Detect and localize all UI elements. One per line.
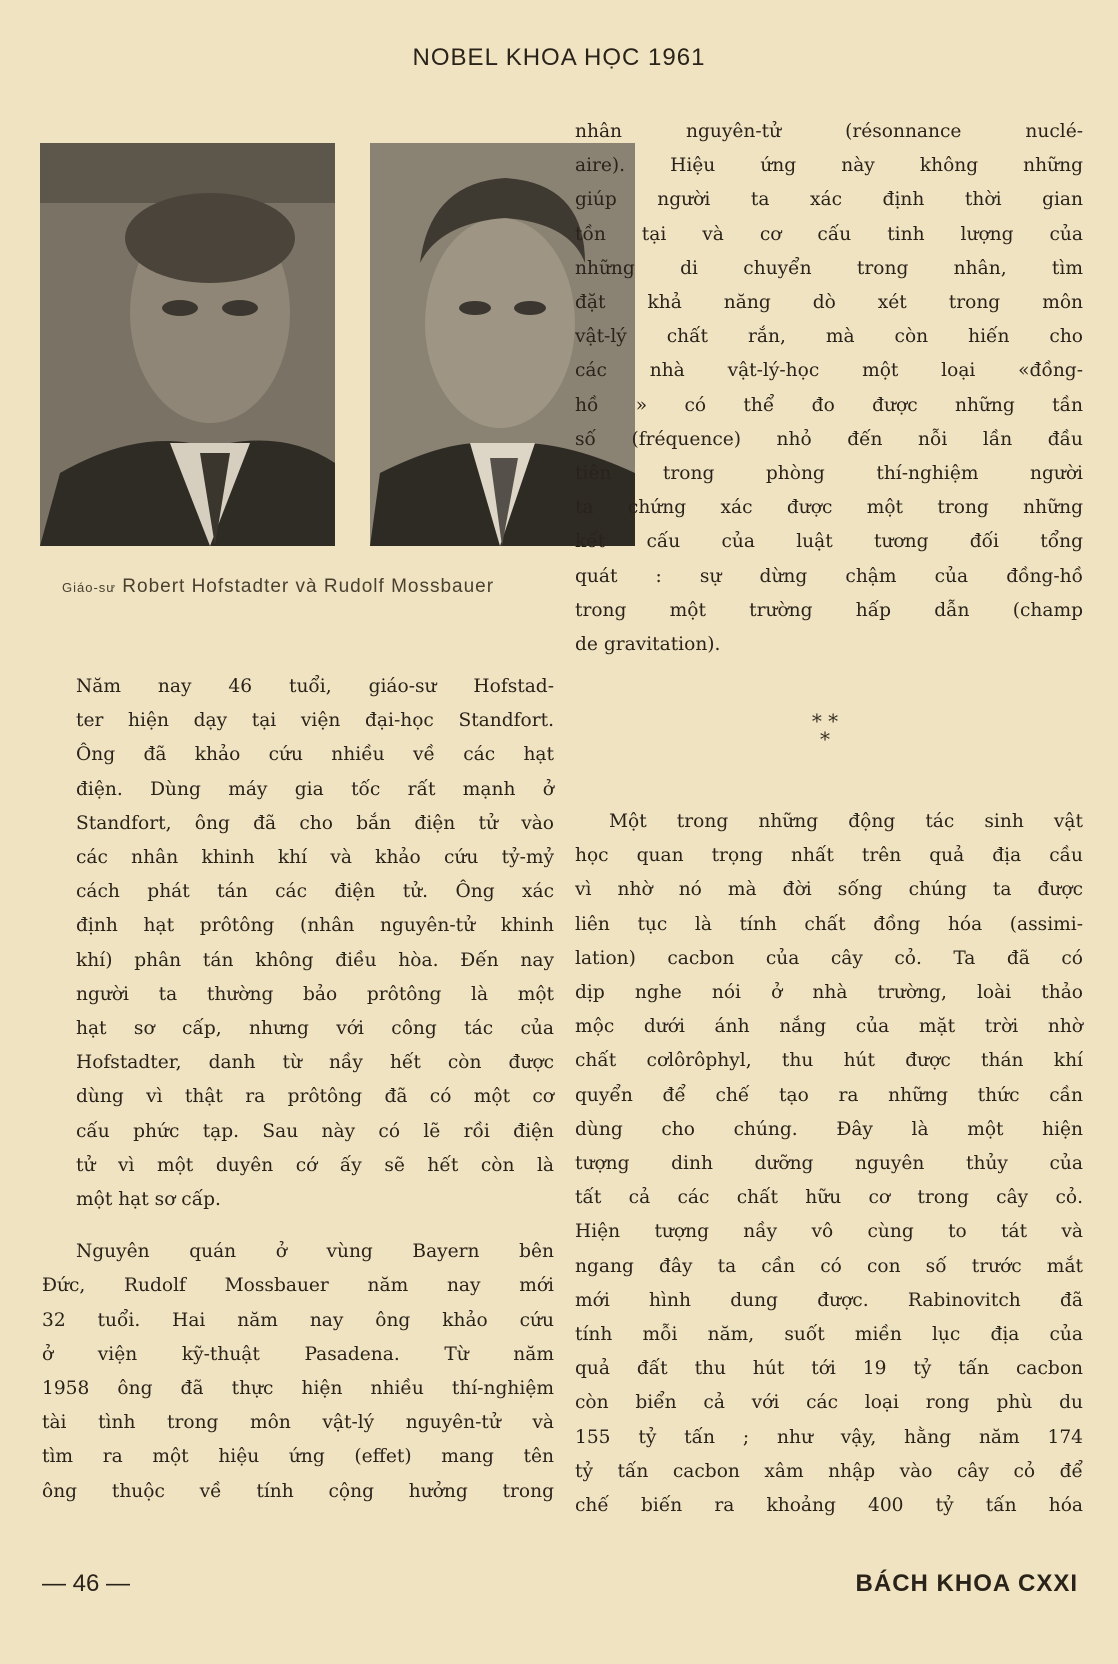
text-line: Năm nay 46 tuổi, giáo-sư Hofstad- bbox=[76, 676, 554, 697]
text-line: ter hiện dạy tại viện đại-học Standfort. bbox=[76, 710, 554, 732]
text-line: nhân nguyên-tử (résonnance nuclé- bbox=[575, 121, 1083, 142]
text-line: hạt sơ cấp, nhưng với công tác của bbox=[76, 1018, 554, 1040]
text-line: quát : sự dừng chậm của đồng-hồ bbox=[575, 565, 1083, 587]
text-line: các nhà vật-lý-học một loại «đồng- bbox=[575, 360, 1083, 382]
text-line: cách phát tán các điện tử. Ông xác bbox=[76, 881, 554, 903]
text-line: quả đất thu hút tới 19 tỷ tấn cacbon bbox=[575, 1358, 1083, 1380]
text-line: de gravitation). bbox=[575, 634, 721, 656]
separator-asterisk-bottom: * bbox=[820, 727, 830, 751]
text-line: hồ » có thể đo được những tần bbox=[575, 394, 1083, 416]
text-line: tiên trong phòng thí-nghiệm người bbox=[575, 463, 1083, 485]
magazine-issue: BÁCH KHOA CXXI bbox=[855, 1570, 1078, 1597]
text-line: Hiện tượng nầy vô cùng to tát và bbox=[575, 1221, 1083, 1243]
text-line: Hofstadter, danh từ nầy hết còn được bbox=[76, 1052, 554, 1074]
text-line: liên tục là tính chất đồng hóa (assimi- bbox=[575, 913, 1083, 935]
section-separator bbox=[800, 709, 850, 751]
right-column-top bbox=[575, 115, 1083, 662]
text-line: ở viện kỹ-thuật Pasadena. Từ năm bbox=[42, 1343, 554, 1365]
text-line: số (fréquence) nhỏ đến nỗi lần đầu bbox=[575, 428, 1083, 450]
text-line: dùng cho chúng. Đây là một hiện bbox=[575, 1118, 1083, 1140]
text-line: tử vì một duyên cớ ấy sẽ hết còn là bbox=[76, 1154, 554, 1176]
text-line: cấu phức tạp. Sau này có lẽ rồi điện bbox=[76, 1120, 554, 1142]
text-line: Một trong những động tác sinh vật bbox=[609, 811, 1083, 832]
paragraph-hofstadter bbox=[42, 670, 554, 1217]
text-line: lation) cacbon của cây cỏ. Ta đã có bbox=[575, 947, 1083, 969]
text-line: tồn tại và cơ cấu tinh lượng của bbox=[575, 223, 1083, 245]
text-line: dùng vì thật ra prôtông đã có một cơ bbox=[76, 1086, 554, 1108]
text-line: tài tình trong môn vật-lý nguyên-tử và bbox=[42, 1412, 554, 1434]
paragraph-resonance bbox=[575, 115, 1083, 662]
running-title: NOBEL KHOA HỌC 1961 bbox=[412, 44, 706, 71]
portrait-hofstadter bbox=[40, 143, 335, 546]
text-line: tỷ tấn cacbon xâm nhập vào cây cỏ để bbox=[575, 1460, 1083, 1482]
text-line: học quan trọng nhất trên quả địa cầu bbox=[575, 845, 1083, 867]
text-line: dịp nghe nói ở nhà trường, loài thảo bbox=[575, 982, 1083, 1004]
text-line: ngang đây ta cần có con số trước mắt bbox=[575, 1255, 1083, 1277]
text-line: tìm ra một hiệu ứng (effet) mang tên bbox=[42, 1446, 554, 1468]
paragraph-mossbauer bbox=[42, 1235, 554, 1509]
text-line: vật-lý chất rắn, mà còn hiến cho bbox=[575, 326, 1083, 348]
caption-prefix: Giáo-sư bbox=[62, 580, 116, 595]
left-column bbox=[42, 670, 554, 1509]
text-line: 155 tỷ tấn ; như vậy, hằng năm 174 bbox=[575, 1426, 1083, 1448]
text-line: aire). Hiệu ứng này không những bbox=[575, 155, 1083, 177]
text-line: trong một trường hấp dẫn (champ bbox=[575, 599, 1083, 621]
text-line: tượng dinh dưỡng nguyên thủy của bbox=[575, 1153, 1083, 1175]
text-line: những di chuyển trong nhân, tìm bbox=[575, 257, 1083, 279]
text-line: chế biến ra khoảng 400 tỷ tấn hóa bbox=[575, 1495, 1083, 1517]
text-line: giúp người ta xác định thời gian bbox=[575, 189, 1083, 211]
text-line: kết cấu của luật tương đối tổng bbox=[575, 531, 1083, 553]
text-line: định hạt prôtông (nhân nguyên-tử khinh bbox=[76, 915, 554, 937]
text-line: các nhân khinh khí và khảo cứu tỷ-mỷ bbox=[76, 847, 554, 869]
page-number: — 46 — bbox=[42, 1570, 131, 1597]
text-line: quyển để chế tạo ra những thức cần bbox=[575, 1084, 1083, 1106]
text-line: điện. Dùng máy gia tốc rất mạnh ở bbox=[76, 778, 554, 800]
text-line: tính mỗi năm, suốt miền lục địa của bbox=[575, 1324, 1083, 1346]
right-column-bottom bbox=[575, 805, 1083, 1523]
text-line: vì nhờ nó mà đời sống chúng ta được bbox=[575, 879, 1083, 901]
text-line: một hạt sơ cấp. bbox=[76, 1189, 221, 1211]
text-line: 1958 ông đã thực hiện nhiều thí-nghiệm bbox=[42, 1378, 554, 1400]
separator-asterisks-top: * * bbox=[811, 709, 839, 733]
text-line: mộc dưới ánh nắng của mặt trời nhờ bbox=[575, 1016, 1083, 1038]
text-line: Standfort, ông đã cho bắn điện tử vào bbox=[76, 812, 554, 834]
text-line: chất cơlôrôphyl, thu hút được thán khí bbox=[575, 1050, 1083, 1072]
text-line: còn biển cả với các loại rong phù du bbox=[575, 1392, 1083, 1414]
text-line: ta chứng xác được một trong những bbox=[575, 497, 1083, 519]
text-line: tất cả các chất hữu cơ trong cây cỏ. bbox=[575, 1187, 1083, 1209]
text-line: ông thuộc về tính cộng hưởng trong bbox=[42, 1480, 554, 1502]
text-line: mới hình dung được. Rabinovitch đã bbox=[575, 1289, 1083, 1311]
paragraph-assimilation bbox=[575, 805, 1083, 1523]
text-line: đặt khả năng dò xét trong môn bbox=[575, 292, 1083, 314]
text-line: người ta thường bảo prôtông là một bbox=[76, 983, 554, 1005]
text-line: Nguyên quán ở vùng Bayern bên bbox=[76, 1241, 554, 1263]
caption-text: Robert Hofstadter và Rudolf Mossbauer bbox=[122, 576, 495, 597]
photo-caption bbox=[62, 576, 642, 598]
text-line: 32 tuổi. Hai năm nay ông khảo cứu bbox=[42, 1309, 554, 1331]
text-line: Ông đã khảo cứu nhiều về các hạt bbox=[76, 744, 554, 766]
text-line: Đức, Rudolf Mossbauer năm nay mới bbox=[42, 1275, 554, 1297]
text-line: khí) phân tán không điều hòa. Đến nay bbox=[76, 949, 554, 971]
